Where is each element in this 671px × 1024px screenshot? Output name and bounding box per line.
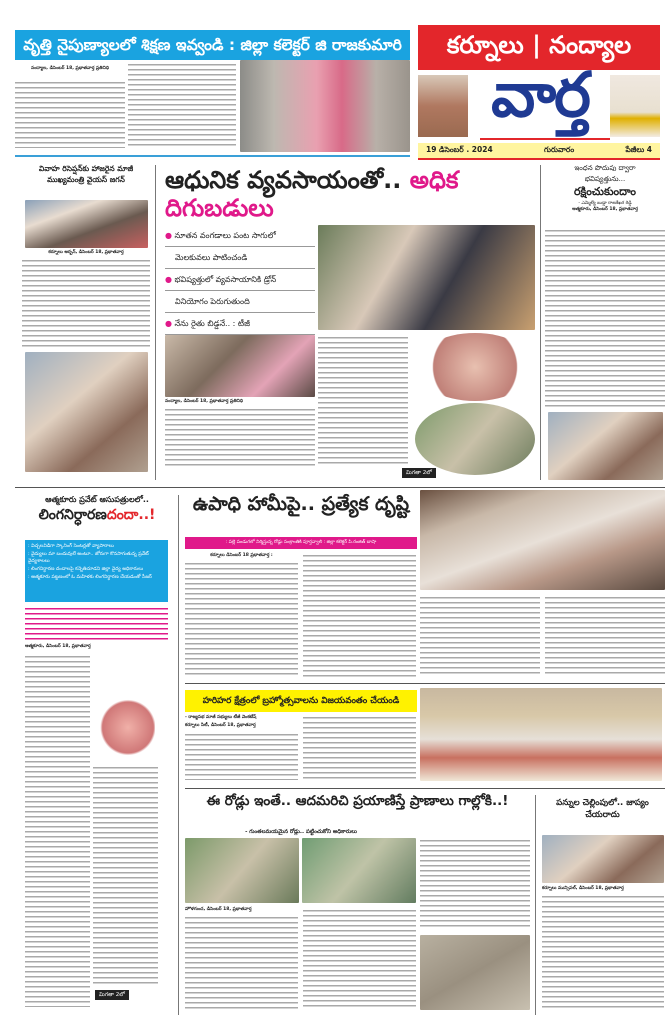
harihara-headline-box <box>185 690 417 712</box>
energy-dateline: ఆత్మకూరు, డిసెంబర్ 18, ప్రభాతవార్త <box>572 207 638 213</box>
lead-bullet: నూతన వంగడాలు పంట సాగులో <box>174 231 276 240</box>
gender-story-text-col2 <box>93 765 158 987</box>
upadhi-story-text <box>185 561 298 677</box>
gender-story-text <box>25 654 90 1007</box>
lead-bullet: నేను రైతు బిడ్డనే.. : టీజీ <box>174 319 250 328</box>
issue-date: 19 డిసెంబర్ . 2024 <box>426 145 493 154</box>
energy-kicker: ఇంధన పొదుపు ద్వారా <box>574 164 636 172</box>
lead-dateline: నంద్యాల, డిసెంబర్ 18, ప్రభాతవార్త ప్రతినిధి <box>165 399 315 405</box>
nandi-image <box>610 75 660 137</box>
section-divider <box>15 487 665 488</box>
issue-day: గురువారం <box>544 145 575 154</box>
lead-bullet: మెలకువలు పాటించండి <box>165 247 315 269</box>
gender-dateline: ఆత్మకూరు, డిసెంబర్ 18, ప్రభాతవార్త <box>25 644 168 650</box>
jagan-headline: వివాహ రిసెప్షన్‌కు హాజరైన మాజీ ముఖ్యమంత్రి వైయస్ జగన్ <box>38 164 134 185</box>
upadhi-headline: ఉపాధి హామీపై.. ప్రత్యేక దృష్టి <box>192 493 410 515</box>
road-photo-3 <box>420 935 530 1010</box>
ribbon-photo <box>165 335 315 397</box>
road-story-text-col3 <box>420 838 530 930</box>
lead-headline-part2: అధిక దిగుబడులు <box>165 166 459 222</box>
top-story-text-col2 <box>128 62 236 148</box>
crowd-photo <box>25 352 148 472</box>
energy-byline: - ఎమ్మెల్యే బుడ్డా రాజశేఖర రెడ్డి <box>578 200 632 206</box>
road-story-text <box>185 915 298 1010</box>
section-divider <box>185 788 665 789</box>
lead-bullet: భవిష్యత్తులో వ్యవసాయానికి డ్రోన్ <box>174 275 277 284</box>
tax-headline: పన్నుల చెల్లింపులో.. జాప్యం చేయరాదు <box>556 798 649 820</box>
column-divider <box>178 495 179 1015</box>
lead-story-text <box>165 407 315 467</box>
harihara-story-text <box>185 732 298 780</box>
gender-kicker: ఆత్మకూరు ప్రవేట్ ఆసుపత్రులలో.. <box>45 495 149 504</box>
continued-label: మిగతా 2లో <box>402 468 436 478</box>
road-photo-1 <box>185 838 299 903</box>
drone-photo <box>415 403 535 475</box>
tax-dateline: కర్నూలు మున్సిపల్, డిసెంబర్ 18, ప్రభాతవార్త <box>542 886 664 892</box>
jagan-dateline: కర్నూలు అర్బన్, డిసెంబర్ 18, ప్రభాతవార్త <box>22 250 150 256</box>
lead-bullets: ● నూతన వంగడాలు పంట సాగులో మెలకువలు పాటించండి ● భవిష్యత్తులో వ్యవసాయానికి డ్రోన్ వినియోగం పెరుగుతుంది ● నేను రైతు బిడ్డనే.. : టీజీ <box>165 225 315 335</box>
lead-bullet: వినియోగం పెరుగుతుంది <box>165 291 315 313</box>
road-headline: ఈ రోడ్లు ఇంతే.. ఆదమరిచి ప్రయాణిస్తే ప్రాణాలు గాల్లోకి..! <box>206 793 509 809</box>
lead-headline-part1: ఆధునిక వ్యవసాయంతో.. <box>165 166 402 194</box>
paper-name: వార్త <box>491 58 589 131</box>
meeting-photo <box>420 490 665 590</box>
page-count: పేజీలు 4 <box>625 145 652 154</box>
collector-photo <box>240 60 410 152</box>
date-strip <box>418 143 660 160</box>
harihara-story-text-col2 <box>303 715 416 780</box>
gender-headline-part1: లింగనిర్ధారణ <box>38 507 107 523</box>
gender-bullets-box <box>25 540 168 602</box>
fetus-image <box>95 695 155 760</box>
tax-story-text <box>542 894 664 1010</box>
column-divider <box>155 165 156 480</box>
jagan-story-text <box>22 258 150 348</box>
gender-intro-text <box>25 606 168 640</box>
energy-story-text <box>545 228 665 410</box>
gender-bullet: : లింగనిర్ధారణ దందాలపై కన్నెతిచూడని జిల్లా వైద్య అధికారులు <box>28 567 144 573</box>
energy-headline-block <box>545 163 665 214</box>
gender-bullet: : వైద్యులు మా బందువులే అంటూ.. జోరుగా కొనసాగుతున్న ప్రవేట్ వైద్యశాలలు <box>28 551 149 565</box>
upadhi-dateline: కర్నూలు డిసెంబర్ 18 ప్రభాతవార్త : <box>185 553 298 559</box>
masthead-logo <box>470 58 610 142</box>
road-story-text-col2 <box>303 908 416 1010</box>
road-subhead: - గుంతలమయమైన రోడ్లు.. పట్టించుకోని అధికారులు <box>185 829 417 836</box>
lead-story-text-col2 <box>318 335 408 467</box>
top-dateline: నంద్యాల, డిసెంబర్ 18, ప్రభాతవార్త ప్రతినిధి <box>15 66 125 72</box>
upadhi-story-text-col3 <box>420 595 540 677</box>
masthead-districts: కర్నూలు | నంద్యాల <box>446 30 632 59</box>
tax-photo <box>542 835 664 883</box>
energy-photo <box>548 412 663 480</box>
column-divider <box>540 165 541 480</box>
energy-kicker: భవిష్యత్తును... <box>584 174 626 183</box>
gender-bullet: : విచ్చలవిడిగా స్కానింగ్ సెంటర్లతో వ్యాపారాలు <box>28 544 114 549</box>
section-divider <box>185 683 665 684</box>
gender-headline <box>22 507 172 523</box>
harihara-byline: - రాజ్యసభ మాజీ సభ్యులు టీజీ వెంకటేష్ <box>185 715 298 721</box>
release-photo <box>420 688 662 781</box>
top-story-text <box>15 80 125 148</box>
column-divider <box>535 795 536 1015</box>
harihara-dateline: కర్నూలు సిటీ, డిసెంబర్ 18, ప్రభాతవార్త <box>185 723 298 729</box>
road-photo-2 <box>302 838 416 903</box>
harihara-headline: హరిహర క్షేత్రంలో బ్రహ్మోత్సవాలను విజయవంతం చేయండి <box>202 696 400 706</box>
upadhi-story-text-col2 <box>303 553 416 677</box>
minister-photo <box>318 225 535 330</box>
energy-headline: రక్షించుకుందాం <box>573 185 637 198</box>
gender-bullet: : ఆత్మకూరు పట్టణంలో ఓ మహిళకు లింగనిర్ధారణ చేయడంతో సీజర్ <box>28 574 152 580</box>
lead-headline <box>165 166 537 222</box>
upadhi-subhead: : పల్లె పండుగలో నిర్మిస్తున్న రోడ్లు సంక్రాంతికి పూర్తవ్వాలి : జిల్లా కలెక్టర్ పి.రంజిత్ బాషా <box>185 537 417 549</box>
logo-underline <box>480 138 610 140</box>
fort-image <box>418 75 468 137</box>
continued-label: మిగతా 2లో <box>95 990 129 1000</box>
stall-photo <box>415 333 535 401</box>
divider <box>15 155 410 157</box>
top-headline-banner <box>15 30 410 60</box>
gender-headline-part2: దందా..! <box>106 507 156 523</box>
upadhi-story-text-col4 <box>545 595 665 677</box>
top-headline: వృత్తి నైపుణ్యాలలో శిక్షణ ఇవ్వండి : జిల్లా కలెక్టర్ జి రాజకుమారి <box>23 36 402 54</box>
reception-photo <box>25 200 148 248</box>
road-dateline: హొళగుంద, డిసెంబర్ 18, ప్రభాతవార్త <box>185 907 298 913</box>
